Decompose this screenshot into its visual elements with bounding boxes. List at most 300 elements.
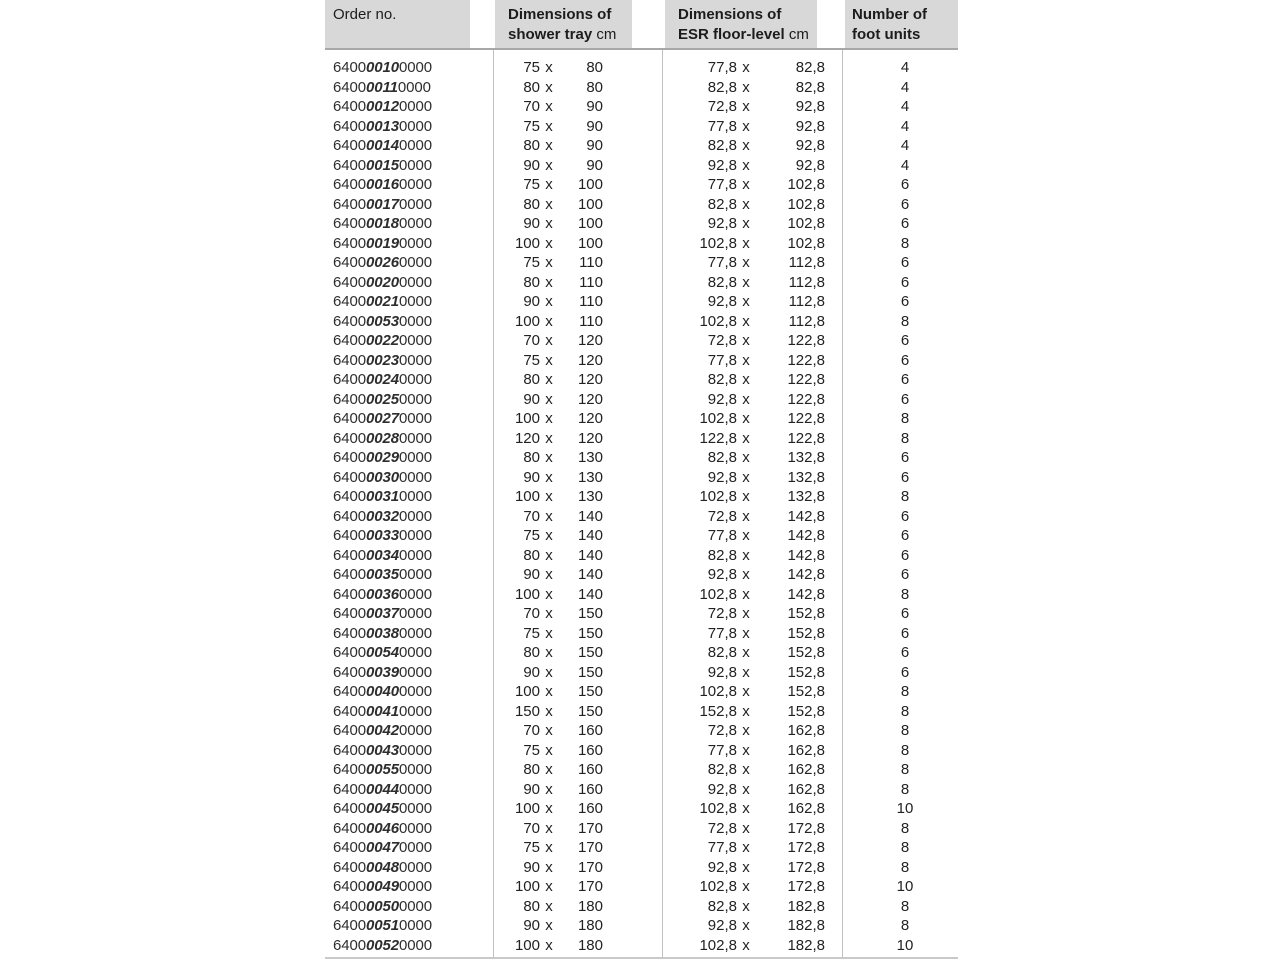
order-no-prefix: 6400 <box>333 819 366 837</box>
order-no-prefix: 6400 <box>333 605 366 622</box>
order-no-suffix: 0000 <box>398 429 432 447</box>
order-no-code: 0040 <box>365 683 399 700</box>
esr-width: 82,8 <box>707 137 737 154</box>
foot-units-cell: 4 <box>900 78 910 96</box>
order-no-cell <box>325 526 493 546</box>
foot-units-cell: 8 <box>900 312 910 330</box>
tray-width: 80 <box>523 78 540 96</box>
order-no-code: 0017 <box>365 195 399 213</box>
esr-width: 72,8 <box>707 605 737 622</box>
foot-units-cell: 8 <box>900 234 910 252</box>
order-no-prefix: 6400 <box>333 800 366 817</box>
order-no-code: 0039 <box>365 663 399 681</box>
tray-length: 110 <box>579 312 603 330</box>
tray-length: 170 <box>577 878 603 895</box>
column-divider <box>493 50 494 957</box>
order-no-code: 0026 <box>365 254 399 271</box>
order-no-prefix: 6400 <box>333 780 366 798</box>
tray-length: 100 <box>577 234 603 252</box>
esr-dim-cell <box>662 195 842 215</box>
esr-dim-cell <box>662 936 842 956</box>
esr-length: 122,8 <box>787 390 825 408</box>
shower-tray-dim-cell <box>493 370 662 390</box>
order-no-cell <box>325 390 493 410</box>
order-no-prefix: 6400 <box>333 858 366 876</box>
order-no-prefix: 6400 <box>333 215 366 232</box>
tray-width: 90 <box>523 390 540 408</box>
order-no-cell <box>325 585 493 605</box>
tray-width: 80 <box>523 273 540 291</box>
order-no-prefix: 6400 <box>333 137 366 154</box>
tray-length: 170 <box>577 858 603 876</box>
esr-dim-cell <box>662 916 842 936</box>
order-no-code: 0048 <box>365 858 399 876</box>
foot-units-cell: 6 <box>900 293 910 310</box>
x-separator: x <box>742 507 750 525</box>
order-no-suffix: 0000 <box>398 390 432 408</box>
x-separator: x <box>742 722 750 739</box>
order-no-suffix: 0000 <box>398 624 432 642</box>
x-separator: x <box>742 936 750 954</box>
esr-length: 92,8 <box>795 117 825 135</box>
esr-length: 182,8 <box>787 917 825 934</box>
x-separator: x <box>545 215 553 232</box>
x-separator: x <box>742 566 750 583</box>
esr-dim-cell <box>662 312 842 332</box>
order-no-code: 0011 <box>365 78 398 96</box>
x-separator: x <box>545 390 553 408</box>
esr-width: 82,8 <box>707 195 737 213</box>
order-no-suffix: 0000 <box>398 605 432 622</box>
esr-width: 82,8 <box>707 761 737 778</box>
esr-width: 82,8 <box>707 273 737 291</box>
esr-length: 152,8 <box>787 644 825 661</box>
table-row <box>325 936 958 956</box>
order-no-suffix: 0000 <box>397 78 431 96</box>
esr-width: 92,8 <box>707 663 737 681</box>
esr-length: 102,8 <box>787 215 825 232</box>
shower-tray-dim-cell <box>493 331 662 351</box>
esr-dim-cell <box>662 58 842 78</box>
x-separator: x <box>545 293 553 310</box>
esr-dim-cell <box>662 604 842 624</box>
esr-width: 92,8 <box>707 566 737 583</box>
x-separator: x <box>545 156 553 174</box>
header-esr-line2: ESR floor-level cm <box>678 26 809 43</box>
order-no-suffix: 0000 <box>398 234 432 252</box>
order-no-cell <box>325 916 493 936</box>
foot-units-cell: 6 <box>900 390 910 408</box>
unit-label: cm <box>596 26 617 43</box>
table-row <box>325 351 958 371</box>
table-row <box>325 214 958 234</box>
tray-width: 75 <box>523 176 540 193</box>
tray-width: 100 <box>514 800 540 817</box>
tray-length: 100 <box>577 215 603 232</box>
esr-width: 92,8 <box>707 293 737 310</box>
order-no-prefix: 6400 <box>333 878 366 895</box>
tray-length: 170 <box>577 819 603 837</box>
order-no-suffix: 0000 <box>398 98 432 115</box>
order-no-code: 0013 <box>365 117 399 135</box>
esr-width: 122,8 <box>699 429 737 447</box>
esr-dim-cell <box>662 487 842 507</box>
tray-width: 70 <box>523 722 540 739</box>
order-no-code: 0019 <box>365 234 399 252</box>
x-separator: x <box>742 468 750 486</box>
esr-dim-cell <box>662 760 842 780</box>
shower-tray-dim-cell <box>493 448 662 468</box>
table-row <box>325 897 958 917</box>
order-no-suffix: 0000 <box>398 761 432 778</box>
esr-width: 77,8 <box>707 741 737 759</box>
order-no-cell <box>325 819 493 839</box>
foot-units-cell: 10 <box>896 936 914 954</box>
esr-width: 82,8 <box>707 644 737 661</box>
header-shower-tray-line2: shower tray cm <box>508 26 617 43</box>
shower-tray-dim-cell <box>493 799 662 819</box>
tray-length: 110 <box>579 273 603 291</box>
esr-width: 92,8 <box>707 858 737 876</box>
order-no-prefix: 6400 <box>333 117 366 135</box>
x-separator: x <box>545 137 553 154</box>
table-body <box>325 50 958 959</box>
table-row <box>325 409 958 429</box>
order-no-prefix: 6400 <box>333 585 366 603</box>
foot-units-cell: 6 <box>900 195 910 213</box>
shower-tray-dim-cell <box>493 585 662 605</box>
order-no-code: 0053 <box>365 312 399 330</box>
tray-length: 150 <box>577 644 603 661</box>
tray-width: 70 <box>523 332 540 349</box>
order-no-prefix: 6400 <box>333 683 366 700</box>
shower-tray-dim-cell <box>493 292 662 312</box>
tray-length: 80 <box>586 59 603 76</box>
esr-dim-cell <box>662 175 842 195</box>
shower-tray-dim-cell <box>493 78 662 98</box>
table-row <box>325 760 958 780</box>
shower-tray-table <box>325 0 958 959</box>
table-row <box>325 585 958 605</box>
shower-tray-dim-cell <box>493 624 662 644</box>
order-no-cell <box>325 877 493 897</box>
table-row <box>325 234 958 254</box>
x-separator: x <box>545 566 553 583</box>
esr-length: 152,8 <box>787 702 825 720</box>
x-separator: x <box>742 98 750 115</box>
order-no-suffix: 0000 <box>398 351 432 369</box>
esr-dim-cell <box>662 624 842 644</box>
order-no-suffix: 0000 <box>398 410 432 427</box>
order-no-code: 0024 <box>365 371 399 388</box>
esr-length: 142,8 <box>787 527 825 544</box>
esr-dim-cell <box>662 117 842 137</box>
order-no-suffix: 0000 <box>398 897 432 915</box>
tray-width: 80 <box>523 546 540 564</box>
x-separator: x <box>545 273 553 291</box>
esr-dim-cell <box>662 585 842 605</box>
tray-width: 90 <box>523 858 540 876</box>
order-no-prefix: 6400 <box>333 273 366 291</box>
table-row <box>325 390 958 410</box>
order-no-prefix: 6400 <box>333 566 366 583</box>
esr-length: 102,8 <box>787 234 825 252</box>
order-no-code: 0025 <box>365 390 399 408</box>
esr-length: 92,8 <box>795 98 825 115</box>
tray-length: 140 <box>577 546 603 564</box>
tray-length: 110 <box>579 254 603 271</box>
esr-width: 102,8 <box>699 878 737 895</box>
table-row <box>325 565 958 585</box>
foot-units-cell: 8 <box>900 819 910 837</box>
tray-width: 75 <box>523 351 540 369</box>
esr-length: 122,8 <box>787 429 825 447</box>
x-separator: x <box>545 59 553 76</box>
esr-dim-cell <box>662 97 842 117</box>
esr-width: 92,8 <box>707 390 737 408</box>
tray-width: 80 <box>523 195 540 213</box>
esr-length: 112,8 <box>788 293 825 310</box>
tray-width: 80 <box>523 137 540 154</box>
x-separator: x <box>545 585 553 603</box>
x-separator: x <box>545 195 553 213</box>
header-shower-tray-line1: Dimensions of <box>508 6 612 23</box>
table-row <box>325 546 958 566</box>
tray-width: 100 <box>514 878 540 895</box>
tray-width: 100 <box>514 488 540 505</box>
order-no-suffix: 0000 <box>398 722 432 739</box>
order-no-code: 0051 <box>365 917 399 934</box>
esr-width: 82,8 <box>707 371 737 388</box>
tray-width: 70 <box>523 605 540 622</box>
table-header <box>325 0 958 50</box>
order-no-prefix: 6400 <box>333 176 366 193</box>
esr-length: 152,8 <box>787 663 825 681</box>
foot-units-cell: 4 <box>900 137 910 154</box>
tray-width: 100 <box>514 585 540 603</box>
esr-length: 122,8 <box>787 332 825 349</box>
tray-length: 120 <box>577 390 603 408</box>
esr-width: 92,8 <box>707 156 737 174</box>
esr-width: 77,8 <box>707 254 737 271</box>
esr-dim-cell <box>662 897 842 917</box>
order-no-suffix: 0000 <box>398 546 432 564</box>
esr-width: 102,8 <box>699 800 737 817</box>
x-separator: x <box>545 78 553 96</box>
esr-length: 162,8 <box>787 722 825 739</box>
esr-dim-cell <box>662 565 842 585</box>
tray-length: 80 <box>586 78 603 96</box>
order-no-prefix: 6400 <box>333 897 366 915</box>
esr-length: 172,8 <box>787 878 825 895</box>
order-no-suffix: 0000 <box>398 644 432 661</box>
foot-units-cell: 8 <box>900 488 910 505</box>
x-separator: x <box>742 293 750 310</box>
order-no-cell <box>325 253 493 273</box>
x-separator: x <box>742 371 750 388</box>
tray-width: 75 <box>523 839 540 856</box>
tray-length: 160 <box>577 800 603 817</box>
tray-length: 160 <box>577 761 603 778</box>
foot-units-cell: 8 <box>900 858 910 876</box>
x-separator: x <box>545 332 553 349</box>
foot-units-cell: 8 <box>900 410 910 427</box>
tray-width: 90 <box>523 566 540 583</box>
x-separator: x <box>742 195 750 213</box>
order-no-cell <box>325 370 493 390</box>
x-separator: x <box>742 273 750 291</box>
x-separator: x <box>742 59 750 76</box>
order-no-cell <box>325 741 493 761</box>
order-no-code: 0055 <box>365 761 399 778</box>
esr-length: 132,8 <box>787 488 825 505</box>
esr-length: 152,8 <box>787 624 825 642</box>
esr-length: 172,8 <box>787 819 825 837</box>
order-no-suffix: 0000 <box>398 858 432 876</box>
foot-units-cell: 8 <box>900 741 910 759</box>
order-no-prefix: 6400 <box>333 98 366 115</box>
esr-width: 77,8 <box>707 117 737 135</box>
foot-units-cell: 6 <box>900 449 910 466</box>
order-no-cell <box>325 702 493 722</box>
tray-length: 180 <box>577 917 603 934</box>
esr-length: 82,8 <box>795 78 825 96</box>
esr-dim-cell <box>662 721 842 741</box>
tray-length: 120 <box>577 410 603 427</box>
tray-width: 90 <box>523 663 540 681</box>
tray-length: 140 <box>577 507 603 525</box>
esr-width: 92,8 <box>707 780 737 798</box>
x-separator: x <box>545 488 553 505</box>
order-no-code: 0038 <box>365 624 399 642</box>
order-no-cell <box>325 331 493 351</box>
esr-dim-cell <box>662 780 842 800</box>
order-no-code: 0022 <box>365 332 399 349</box>
tray-width: 75 <box>523 527 540 544</box>
order-no-suffix: 0000 <box>398 176 432 193</box>
esr-dim-cell <box>662 156 842 176</box>
esr-length: 142,8 <box>787 507 825 525</box>
x-separator: x <box>545 410 553 427</box>
x-separator: x <box>742 449 750 466</box>
shower-tray-dim-cell <box>493 351 662 371</box>
order-no-prefix: 6400 <box>333 371 366 388</box>
x-separator: x <box>742 390 750 408</box>
x-separator: x <box>545 429 553 447</box>
shower-tray-dim-cell <box>493 858 662 878</box>
order-no-cell <box>325 546 493 566</box>
x-separator: x <box>545 624 553 642</box>
x-separator: x <box>742 858 750 876</box>
esr-dim-cell <box>662 663 842 683</box>
order-no-code: 0037 <box>365 605 399 622</box>
esr-length: 162,8 <box>787 800 825 817</box>
esr-dim-cell <box>662 741 842 761</box>
shower-tray-dim-cell <box>493 312 662 332</box>
esr-length: 122,8 <box>787 351 825 369</box>
table-row <box>325 331 958 351</box>
table-row <box>325 253 958 273</box>
x-separator: x <box>545 761 553 778</box>
esr-width: 82,8 <box>707 449 737 466</box>
esr-dim-cell <box>662 78 842 98</box>
table-row <box>325 156 958 176</box>
foot-units-cell: 10 <box>896 800 914 817</box>
order-no-cell <box>325 507 493 527</box>
column-divider <box>662 50 663 957</box>
tray-length: 130 <box>577 468 603 486</box>
x-separator: x <box>545 254 553 271</box>
esr-length: 132,8 <box>787 449 825 466</box>
tray-length: 130 <box>577 488 603 505</box>
order-no-cell <box>325 429 493 449</box>
x-separator: x <box>742 917 750 934</box>
esr-dim-cell <box>662 234 842 254</box>
x-separator: x <box>545 741 553 759</box>
header-esr-floor-level <box>662 0 842 48</box>
order-no-code: 0030 <box>365 468 399 486</box>
tray-width: 100 <box>514 683 540 700</box>
order-no-prefix: 6400 <box>333 390 366 408</box>
table-row <box>325 780 958 800</box>
esr-dim-cell <box>662 331 842 351</box>
table-row <box>325 195 958 215</box>
esr-width: 72,8 <box>707 507 737 525</box>
esr-dim-cell <box>662 799 842 819</box>
order-no-prefix: 6400 <box>333 702 366 720</box>
table-row <box>325 819 958 839</box>
shower-tray-dim-cell <box>493 741 662 761</box>
order-no-suffix: 0000 <box>398 936 432 954</box>
order-no-prefix: 6400 <box>333 254 366 271</box>
tray-length: 150 <box>577 702 603 720</box>
foot-units-cell: 4 <box>900 59 910 76</box>
foot-units-cell: 6 <box>900 663 910 681</box>
x-separator: x <box>742 332 750 349</box>
esr-dim-cell <box>662 370 842 390</box>
order-no-code: 0027 <box>365 410 399 427</box>
foot-units-cell: 8 <box>900 683 910 700</box>
x-separator: x <box>742 663 750 681</box>
order-no-prefix: 6400 <box>333 936 366 954</box>
tray-length: 90 <box>586 137 603 154</box>
x-separator: x <box>545 312 553 330</box>
esr-width: 72,8 <box>707 819 737 837</box>
order-no-prefix: 6400 <box>333 839 366 856</box>
order-no-suffix: 0000 <box>398 156 432 174</box>
order-no-cell <box>325 78 493 98</box>
esr-length: 112,8 <box>788 254 825 271</box>
order-no-suffix: 0000 <box>398 468 432 486</box>
esr-dim-cell <box>662 468 842 488</box>
x-separator: x <box>545 605 553 622</box>
shower-tray-dim-cell <box>493 429 662 449</box>
foot-units-cell: 6 <box>900 254 910 271</box>
order-no-suffix: 0000 <box>398 683 432 700</box>
foot-units-cell: 10 <box>896 878 914 895</box>
esr-width: 82,8 <box>707 897 737 915</box>
tray-length: 120 <box>577 429 603 447</box>
esr-width: 92,8 <box>707 215 737 232</box>
esr-length: 92,8 <box>795 137 825 154</box>
esr-width: 77,8 <box>707 624 737 642</box>
shower-tray-dim-cell <box>493 838 662 858</box>
order-no-code: 0029 <box>365 449 399 466</box>
x-separator: x <box>742 624 750 642</box>
x-separator: x <box>742 176 750 193</box>
table-row <box>325 663 958 683</box>
x-separator: x <box>742 897 750 915</box>
